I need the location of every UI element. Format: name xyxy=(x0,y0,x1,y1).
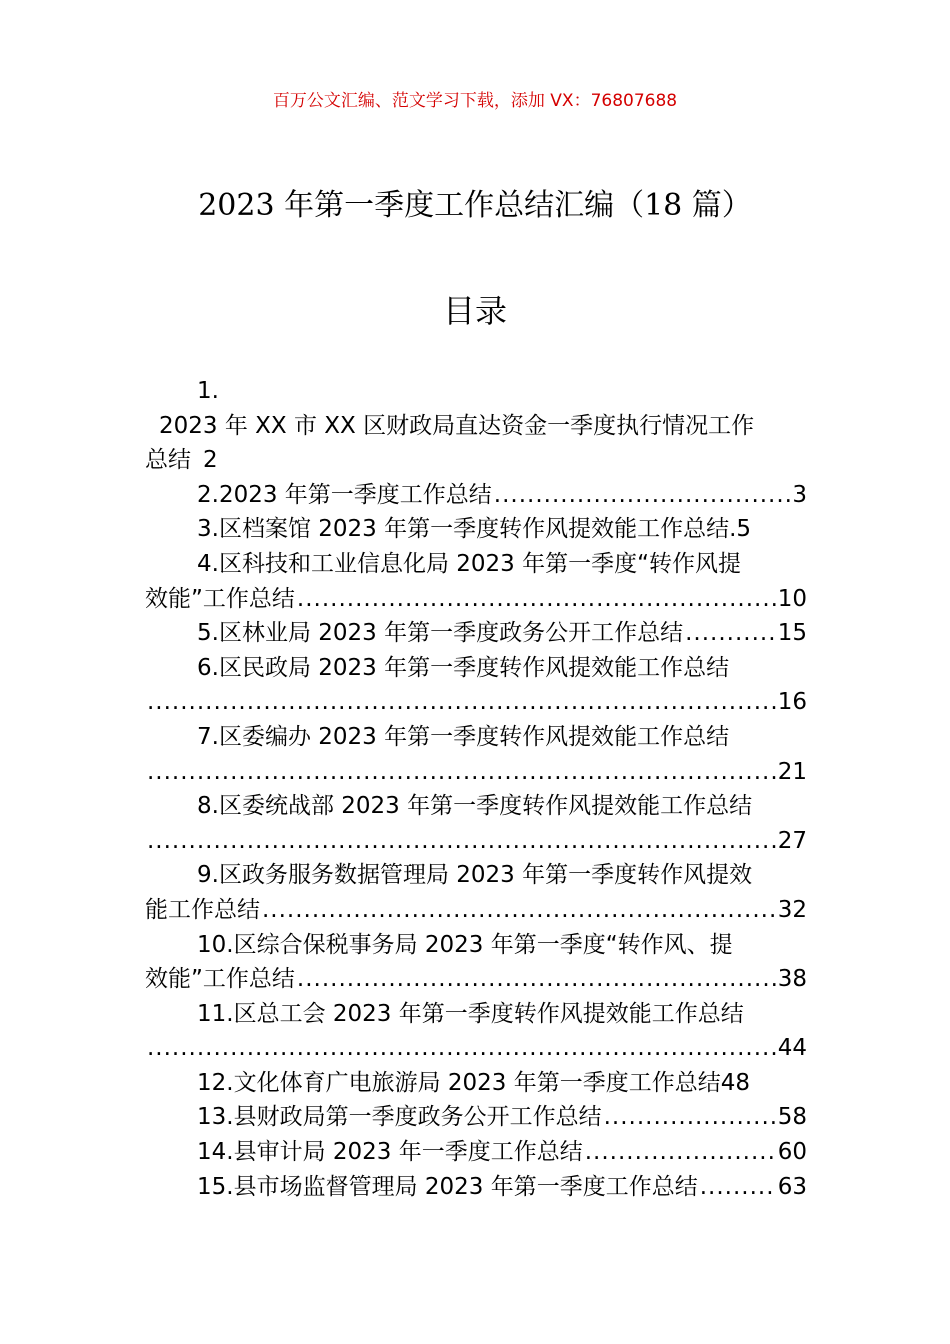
dot-leader xyxy=(585,1135,776,1170)
toc-entry-9[interactable]: 9.区政务服务数据管理局 2023 年第一季度转作风提效 xyxy=(197,862,753,889)
dot-leader xyxy=(262,893,776,928)
toc-entry-4-end[interactable]: 效能”工作总结 ..... 10 xyxy=(145,582,807,617)
toc-entry-12-page: 48 xyxy=(720,1069,751,1096)
toc-entry-11-end[interactable] xyxy=(145,1031,807,1066)
toc-entry-15-page: 63 xyxy=(777,1173,807,1200)
toc-entry-6[interactable]: 6.区民政局 2023 年第一季度转作风提效能工作总结 xyxy=(197,654,730,681)
dot-leader xyxy=(147,824,776,859)
toc-entry-3[interactable]: 3.区档案馆 2023 年第一季度转作风提效能工作总结. 5 xyxy=(145,512,807,547)
toc-entry-11[interactable]: 11.区总工会 2023 年第一季度转作风提效能工作总结 xyxy=(197,1000,744,1027)
toc-entry-8-end[interactable] xyxy=(145,824,807,859)
toc-entry-2-page: 3 xyxy=(792,481,807,508)
toc-entry-9-end[interactable]: 能工作总结 ..... 32 xyxy=(145,893,807,928)
dot-leader xyxy=(685,616,776,651)
toc-entry-8[interactable]: 8.区委统战部 2023 年第一季度转作风提效能工作总结 xyxy=(197,793,753,820)
dot-leader xyxy=(147,1031,776,1066)
toc-entry-13-page: 58 xyxy=(777,1104,807,1131)
toc-entry-2[interactable]: 2.2023 年第一季度工作总结 ..... 3 xyxy=(145,478,807,513)
toc-entry-5[interactable]: 5.区林业局 2023 年第一季度政务公开工作总结 ..... 15 xyxy=(145,616,807,651)
toc-entry-6-page: 16 xyxy=(777,689,807,716)
toc-entry-1-number: 1. xyxy=(197,378,219,404)
dot-leader xyxy=(297,962,776,997)
toc-entry-14[interactable]: 14.县审计局 2023 年一季度工作总结 ..... 60 xyxy=(145,1135,807,1170)
toc-entry-7[interactable]: 7.区委编办 2023 年第一季度转作风提效能工作总结 xyxy=(197,723,730,750)
toc-entry-9-page: 32 xyxy=(777,896,807,923)
dot-leader xyxy=(147,685,776,720)
toc-entry-4-page: 10 xyxy=(777,585,807,612)
toc-entry-15[interactable]: 15.县市场监督管理局 2023 年第一季度工作总结 ..... 63 xyxy=(145,1170,807,1205)
toc-entry-1-page: 2 xyxy=(203,447,218,474)
toc-entry-8-page: 27 xyxy=(777,827,807,854)
dot-leader xyxy=(147,755,776,790)
toc-entry-6-end[interactable] xyxy=(145,685,807,720)
toc-entry-10-page: 38 xyxy=(777,966,807,993)
toc-entry-3-page: 5 xyxy=(736,516,752,543)
toc-entry-13[interactable]: 13.县财政局第一季度政务公开工作总结 ..... 58 xyxy=(145,1100,807,1135)
dot-leader xyxy=(297,582,776,617)
dot-leader xyxy=(700,1170,776,1205)
toc-entry-4[interactable]: 4.区科技和工业信息化局 2023 年第一季度“转作风提 xyxy=(197,550,742,577)
dot-leader xyxy=(494,478,791,513)
promo-banner: 百万公文汇编、范文学习下载，添加 VX：76807688 xyxy=(272,91,678,111)
toc-entry-10-end[interactable]: 效能”工作总结 ..... 38 xyxy=(145,962,807,997)
toc-entry-7-end[interactable] xyxy=(145,755,807,790)
toc-entry-14-page: 60 xyxy=(777,1139,807,1166)
toc-entry-5-page: 15 xyxy=(777,620,807,647)
toc-entry-11-page: 44 xyxy=(777,1035,807,1062)
toc-entry-1-end[interactable]: 总结 2 xyxy=(145,443,807,478)
toc-entry-12[interactable]: 12.文化体育广电旅游局 2023 年第一季度工作总结 48 xyxy=(145,1066,807,1101)
toc-heading: 目录 xyxy=(442,292,507,330)
document-title: 2023 年第一季度工作总结汇编（18 篇） xyxy=(198,188,752,223)
toc-entry-7-page: 21 xyxy=(777,758,807,785)
toc-entry-10[interactable]: 10.区综合保税事务局 2023 年第一季度“转作风、提 xyxy=(197,931,733,958)
dot-leader xyxy=(604,1100,776,1135)
toc-entry-1-line[interactable]: 2023 年 XX 市 XX 区财政局直达资金一季度执行情况工作 xyxy=(159,412,755,439)
table-of-contents xyxy=(145,374,807,1204)
